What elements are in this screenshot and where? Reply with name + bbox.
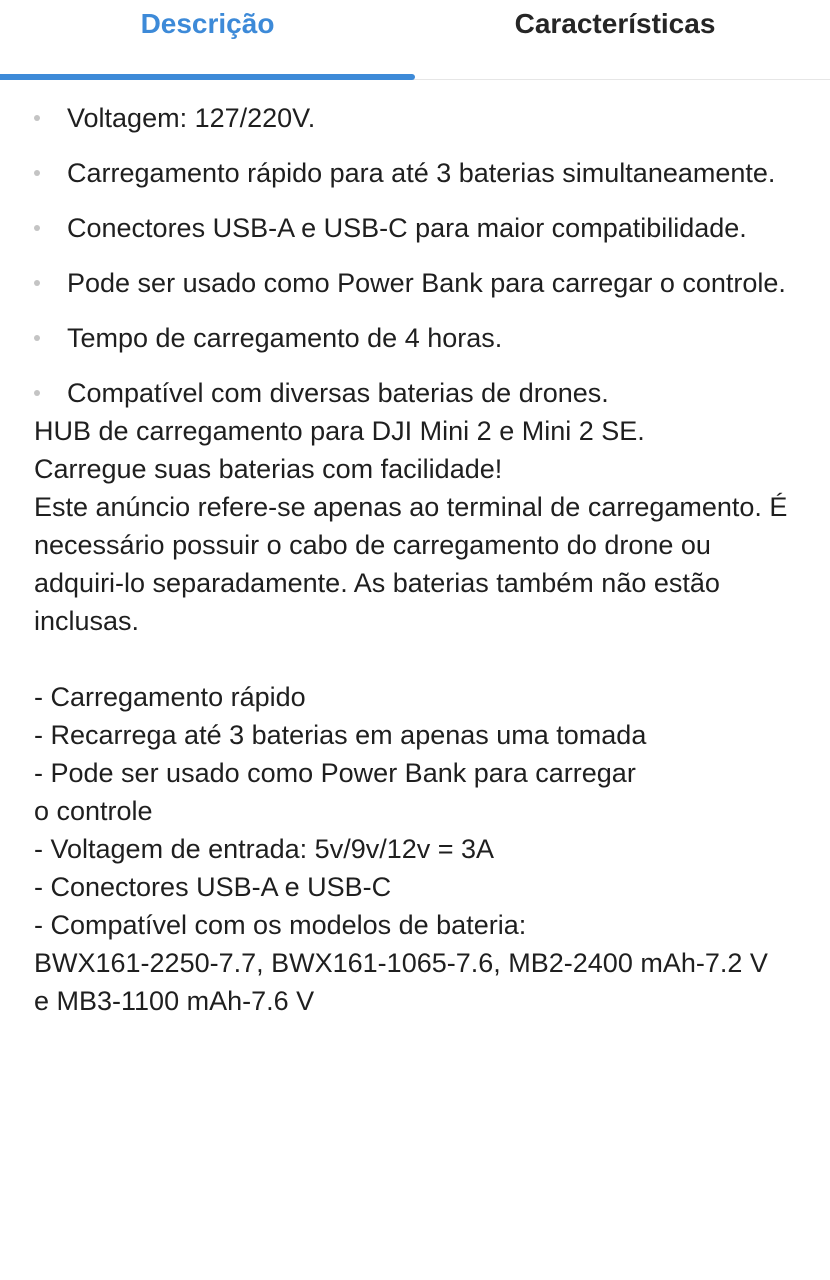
- list-item: [0, 99, 830, 137]
- bullet-icon: [34, 170, 40, 176]
- feature-list: [0, 99, 830, 412]
- spec-line: - Carregamento rápido: [34, 682, 306, 712]
- notice-paragraph: Este anúncio refere-se apenas ao terminal de carregamento. É necessário possuir o cabo de carregamento do drone ou adquiri-lo separadamente. As baterias também não estão inclusas.: [34, 492, 788, 636]
- feature-text: Conectores USB-A e USB-C para maior compatibilidade.: [67, 213, 747, 243]
- description-content: [0, 80, 830, 1020]
- feature-text: Compatível com diversas baterias de drones.: [67, 378, 609, 408]
- feature-text: Pode ser usado como Power Bank para carregar o controle.: [67, 268, 786, 298]
- spec-line: o controle: [34, 796, 153, 826]
- spec-list: [0, 678, 830, 1020]
- bullet-icon: [34, 280, 40, 286]
- spec-line: - Pode ser usado como Power Bank para carregar: [34, 758, 636, 788]
- spec-line: - Conectores USB-A e USB-C: [34, 872, 392, 902]
- feature-text: Tempo de carregamento de 4 horas.: [67, 323, 503, 353]
- list-item: [0, 209, 830, 247]
- tab-descricao[interactable]: Descrição: [140, 8, 275, 39]
- bullet-icon: [34, 225, 40, 231]
- spec-line: e MB3-1100 mAh-7.6 V: [34, 986, 315, 1016]
- list-item: [0, 264, 830, 302]
- spec-line: - Voltagem de entrada: 5v/9v/12v = 3A: [34, 834, 495, 864]
- list-item: [0, 319, 830, 357]
- feature-text: Voltagem: 127/220V.: [67, 103, 316, 133]
- bullet-icon: [34, 335, 40, 341]
- bullet-icon: [34, 115, 40, 121]
- list-item: [0, 374, 830, 412]
- tab-caracteristicas[interactable]: Características: [514, 8, 716, 39]
- tab-bar: [0, 0, 830, 80]
- product-title-paragraph: HUB de carregamento para DJI Mini 2 e Mini 2 SE.: [34, 416, 645, 446]
- spec-line: - Recarrega até 3 baterias em apenas uma tomada: [34, 720, 647, 750]
- tagline-paragraph: Carregue suas baterias com facilidade!: [34, 454, 503, 484]
- spec-line: BWX161-2250-7.7, BWX161-1065-7.6, MB2-2400 mAh-7.2 V: [34, 948, 768, 978]
- spec-line: - Compatível com os modelos de bateria:: [34, 910, 527, 940]
- list-item: [0, 154, 830, 192]
- bullet-icon: [34, 390, 40, 396]
- feature-text: Carregamento rápido para até 3 baterias simultaneamente.: [67, 158, 776, 188]
